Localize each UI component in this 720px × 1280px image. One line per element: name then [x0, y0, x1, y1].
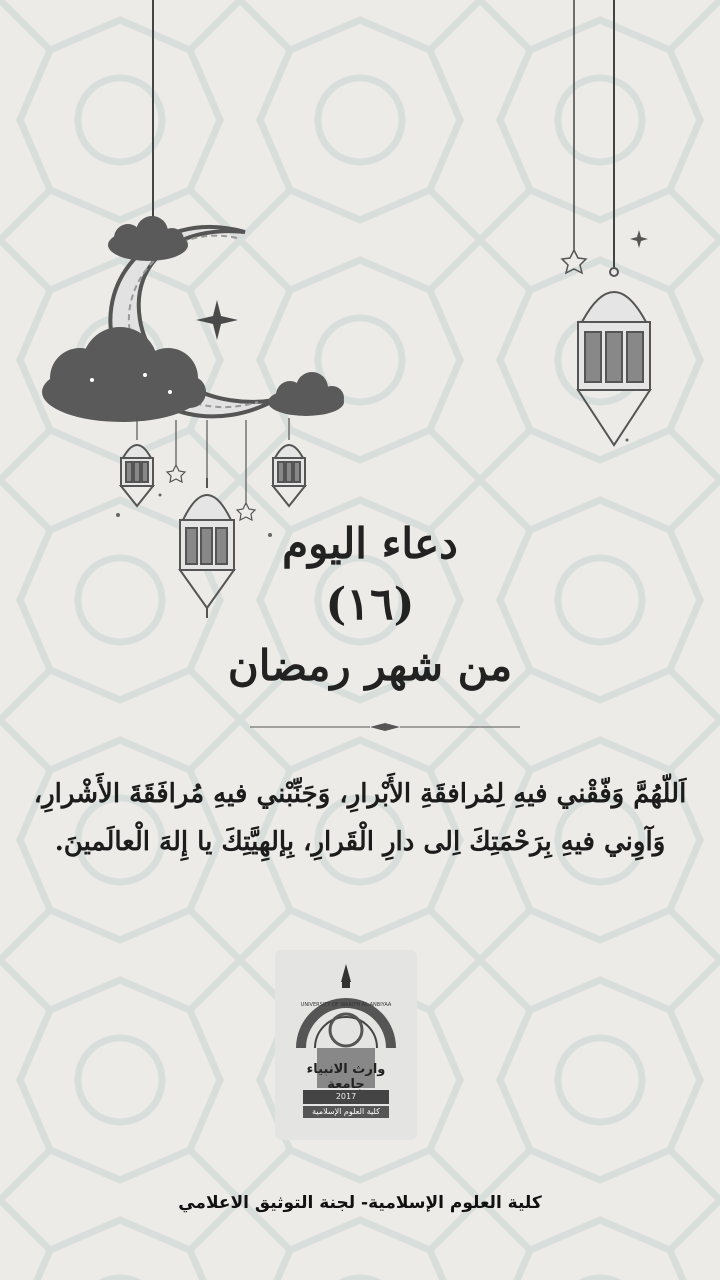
- title-line-1: دعاء اليوم: [282, 519, 458, 568]
- star-icon: [196, 300, 238, 340]
- day-number: (١٦): [325, 579, 415, 630]
- lantern-icon: [273, 445, 305, 506]
- ornament-divider: [250, 722, 520, 732]
- logo-year: 2017: [335, 1092, 357, 1101]
- university-logo: [275, 950, 417, 1140]
- star-icon: [630, 230, 648, 248]
- logo-name: وارث الانبياء جامعة: [306, 1062, 386, 1092]
- cloud-icon: [42, 327, 206, 422]
- cloud-icon: [108, 216, 188, 261]
- star-icon: [562, 250, 586, 273]
- cloud-icon: [268, 372, 344, 416]
- prayer-text: اَللّهُمَّ وَفّقْني فيهِ لِمُرافقَةِ الأَبْرارِ، وَجَنِّبْني فيهِ مُرافَقَةَ الأَشْرارِ، وَآوِني فيهِ بِرَحْمَتِكَ اِلى دارِ الْقَرارِ، بِإلهِيَّتِكَ يا إِلهَ الْعالَمينَ.: [33, 779, 687, 857]
- lantern-icon: [121, 445, 153, 506]
- title-line-3: من شهر رمضان: [227, 641, 513, 690]
- logo-college: كلية العلوم الإسلامية: [312, 1107, 380, 1116]
- logo-arc-text: UNIVERSITY OF WARITH AL-ANBIYAA: [300, 1002, 392, 1008]
- title-block: [220, 515, 520, 695]
- footer-credit: كلية العلوم الإسلامية- لجنة التوثيق الاعلامي: [178, 1193, 542, 1213]
- star-icon: [167, 465, 185, 482]
- lantern-icon: [578, 268, 650, 445]
